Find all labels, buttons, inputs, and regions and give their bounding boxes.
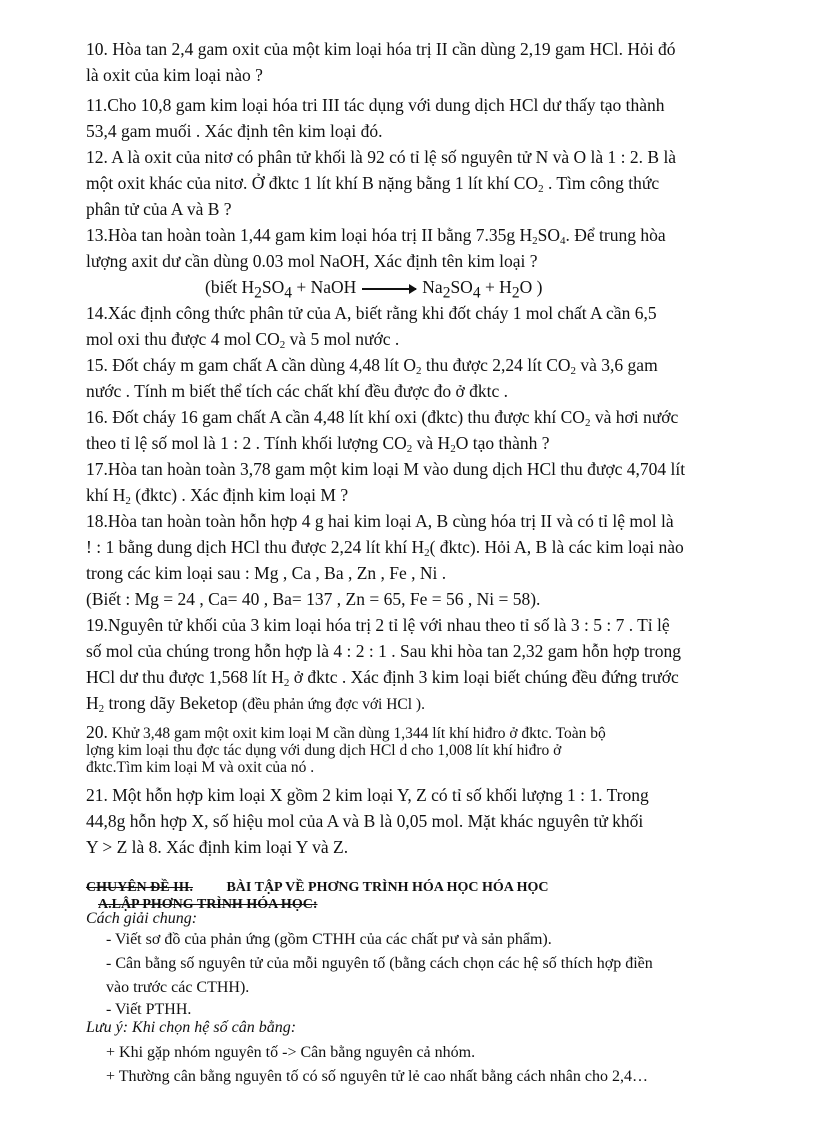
problem-20-line-3: đktc.Tìm kim loại M và oxit của nó . — [86, 759, 315, 776]
problem-18-line-4: (Biết : Mg = 24 , Ca= 40 , Ba= 137 , Zn = 65, Fe = 56 , Ni = 58). — [86, 589, 541, 609]
text-fragment: ( đktc). Hỏi A, B là các kim loại nào — [429, 537, 684, 557]
chapter-label: CHUYÊN ĐỀ III. — [86, 880, 193, 895]
text-fragment: O ) — [519, 277, 543, 297]
text-fragment: và hơi nước — [590, 407, 679, 427]
problem-18-line-3: trong các kim loại sau : Mg , Ca , Ba , Zn , Fe , Ni . — [86, 563, 447, 583]
subscript: 2 — [424, 547, 430, 559]
chapter-heading — [86, 880, 549, 896]
reaction-equation — [205, 274, 542, 302]
subscript: 2 — [570, 365, 577, 377]
text-fragment: SO — [537, 225, 561, 245]
note-heading: Lưu ý: Khi chọn hệ số cân bằng: — [86, 1019, 297, 1036]
tip-1: + Khi gặp nhóm nguyên tố -> Cân bằng nguyên cả nhóm. — [106, 1044, 476, 1061]
problem-18 — [86, 508, 758, 612]
problem-19-line-4: H — [86, 693, 99, 713]
text-fragment: và 3,6 gam — [576, 355, 658, 375]
problem-11 — [86, 92, 758, 144]
step-1: - Viết sơ đồ của phản ứng (gồm CTHH của các chất pư và sản phẩm). — [106, 931, 552, 948]
text-fragment: SO — [450, 277, 473, 297]
text-fragment: và 5 mol nước . — [285, 329, 400, 349]
problem-16-line-2: theo tỉ lệ số mol là 1 : 2 . Tính khối lượng CO — [86, 433, 407, 453]
problem-19-line-1: 19.Nguyên tử khối của 3 kim loại hóa trị 2 tỉ lệ với nhau theo tỉ số là 3 : 5 : 7 . Tỉ lệ — [86, 615, 670, 635]
text-fragment: trong dãy Beketop — [104, 693, 243, 713]
problem-12 — [86, 144, 758, 222]
problem-13 — [86, 222, 758, 274]
section-subheading: A.LẬP PHƠNG TRÌNH HÓA HỌC: — [98, 897, 318, 912]
subscript: 2 — [584, 417, 591, 429]
problem-14-line-1: 14.Xác định công thức phân tử của A, biết rằng khi đốt cháy 1 mol chất A cần 6,5 — [86, 303, 657, 323]
problem-20-line-2: lợng kim loại thu đợc tác dụng với dung dịch HCl d cho 1,008 lít khí hiđro ở — [86, 742, 562, 759]
subscript: 2 — [279, 339, 286, 351]
problem-19-line-3: HCl dư thu được 1,568 lít H — [86, 667, 284, 687]
problem-10 — [86, 36, 758, 88]
subscript: 2 — [406, 443, 413, 455]
subscript: 4 — [560, 235, 566, 247]
problem-21-line-1: 21. Một hỗn hợp kim loại X gồm 2 kim loại Y, Z có tỉ số khối lượng 1 : 1. Trong — [86, 785, 649, 805]
problem-14-line-2: mol oxi thu được 4 mol CO — [86, 329, 280, 349]
problem-10-line-1: 10. Hòa tan 2,4 gam oxit của một kim loại hóa trị II cần dùng 2,19 gam HCl. Hỏi đó — [86, 39, 676, 59]
problem-20-number: 20. — [86, 722, 108, 742]
subscript: 2 — [98, 703, 105, 715]
text-fragment: SO — [261, 277, 285, 297]
text-fragment: O tạo thành ? — [455, 433, 550, 453]
problem-15 — [86, 352, 758, 404]
text-fragment: thu được 2,24 lít CO — [421, 355, 571, 375]
text-fragment: (biết H — [205, 277, 255, 297]
subscript: 2 — [532, 235, 538, 247]
problem-17 — [86, 456, 758, 508]
problem-17-line-2: khí H — [86, 485, 126, 505]
problem-13-line-2: lượng axit dư cần dùng 0.03 mol NaOH, Xác định tên kim loại ? — [86, 251, 538, 271]
problem-11-line-2: 53,4 gam muối . Xác định tên kim loại đó. — [86, 121, 383, 141]
step-3: - Viết PTHH. — [106, 1001, 192, 1018]
subscript: 2 — [511, 284, 520, 302]
problem-16 — [86, 404, 758, 456]
problem-12-line-2: một oxit khác của nitơ. Ở đktc 1 lít khí B nặng bằng 1 lít khí CO — [86, 173, 539, 193]
text-fragment: . Để trung hòa — [565, 225, 666, 245]
subscript: 4 — [284, 284, 292, 302]
problem-13-line-1: 13.Hòa tan hoàn toàn 1,44 gam kim loại hóa trị II bằng 7.35g H — [86, 225, 533, 245]
problem-12-line-1: 12. A là oxit của nitơ có phân tử khối là 92 có tỉ lệ số nguyên tử N và O là 1 : 2. B là — [86, 147, 677, 167]
problem-21-line-2: 44,8g hỗn hợp X, số hiệu mol của A và B là 0,05 mol. Mặt khác nguyên tử khối — [86, 811, 644, 831]
problem-16-line-1: 16. Đốt cháy 16 gam chất A cần 4,48 lít khí oxi (đktc) thu được khí CO — [86, 407, 585, 427]
tip-2: + Thường cân bằng nguyên tố có số nguyên tử lẻ cao nhất bằng cách nhân cho 2,4… — [106, 1068, 648, 1085]
step-2: - Cân bằng số nguyên tử của mỗi nguyên tố (bằng cách chọn các hệ số thích hợp điền — [106, 955, 653, 972]
chapter-title: BÀI TẬP VỀ PHƠNG TRÌNH HÓA HỌC HÓA HỌC — [226, 880, 549, 895]
problem-15-line-1: 15. Đốt cháy m gam chất A cần dùng 4,48 lít O — [86, 355, 417, 375]
method-heading: Cách giải chung: — [86, 910, 198, 927]
problem-21-line-3: Y > Z là 8. Xác định kim loại Y và Z. — [86, 837, 349, 857]
text-fragment: ở đktc . Xác định 3 kim loại biết chúng đều đứng trước — [289, 667, 679, 687]
problem-19-line-2: số mol của chúng trong hỗn hợp là 4 : 2 : 1 . Sau khi hòa tan 2,32 gam hỗn hợp trong — [86, 641, 681, 661]
problem-15-line-2: nước . Tính m biết thể tích các chất khí đều được đo ở đktc . — [86, 381, 509, 401]
subscript: 2 — [442, 284, 451, 302]
subscript: 2 — [416, 365, 422, 377]
text-fragment: (đều phản ứng đợc với HCl ). — [242, 696, 425, 713]
problem-17-line-1: 17.Hòa tan hoàn toàn 3,78 gam một kim loại M vào dung dịch HCl thu được 4,704 lít — [86, 459, 686, 479]
step-2-cont: vào trước các CTHH). — [106, 979, 250, 996]
subscript: 2 — [538, 183, 544, 195]
reaction-arrow-icon — [362, 288, 416, 290]
problem-18-line-2: ! : 1 bằng dung dịch HCl thu được 2,24 lít khí H — [86, 537, 425, 557]
subscript: 2 — [125, 495, 131, 507]
problem-20 — [86, 724, 758, 776]
text-fragment: và H — [412, 433, 451, 453]
problem-12-line-2-end: . Tìm công thức — [543, 173, 660, 193]
problem-20-line-1: Khử 3,48 gam một oxit kim loại M cần dùng 1,344 lít khí hiđro ở đktc. Toàn bộ — [107, 725, 606, 742]
subscript: 2 — [450, 443, 456, 455]
problem-11-line-1: 11.Cho 10,8 gam kim loại hóa tri III tác dụng với dung dịch HCl dư thấy tạo thành — [86, 95, 665, 115]
text-fragment: Na — [422, 277, 443, 297]
problem-21 — [86, 782, 758, 860]
subscript: 2 — [283, 677, 290, 689]
subscript: 4 — [472, 284, 481, 302]
problem-19 — [86, 612, 758, 718]
subscript: 2 — [254, 284, 262, 302]
problem-14 — [86, 300, 758, 352]
text-fragment: (đktc) . Xác định kim loại M ? — [130, 485, 349, 505]
problem-10-line-2: là oxit của kim loại nào ? — [86, 65, 263, 85]
problem-18-line-1: 18.Hòa tan hoàn toàn hỗn hợp 4 g hai kim loại A, B cùng hóa trị II và có tỉ lệ mol là — [86, 511, 674, 531]
text-fragment: + NaOH — [291, 277, 357, 297]
text-fragment: + H — [480, 277, 512, 297]
problem-12-line-3: phân tử của A và B ? — [86, 199, 232, 219]
